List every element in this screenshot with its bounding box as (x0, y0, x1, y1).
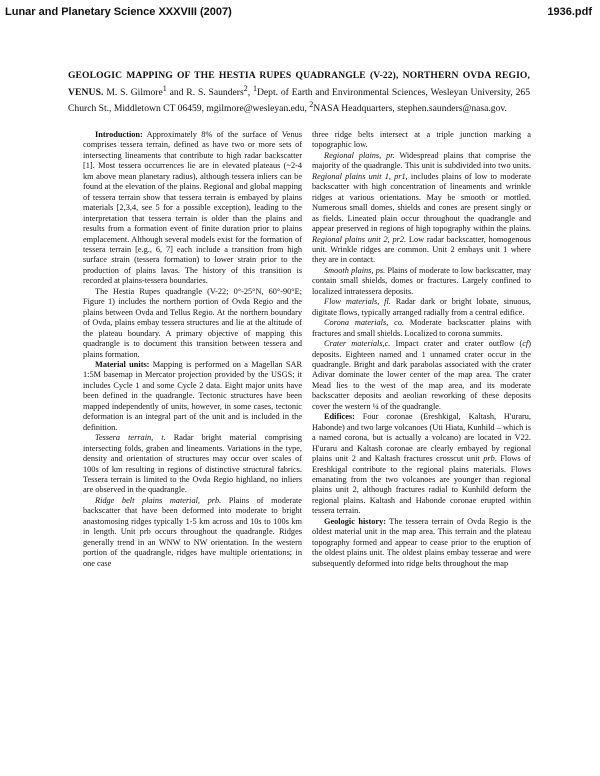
regional-plains-text-b: , includes plains of low to moderate backscatter with high concentration of lineaments and wrinkle ridges at various orientations. May be smooth or mottled. Numerous small domes, shields and cones are present singly or as fields. Lineated plain occur throughout the quadrangle and appear preserved in regions of high topography within the plains. (312, 171, 531, 234)
edifices-text-b: . Flows of Ereshkigal contribute to the regional plains materials. Flows emanating from the two volcanoes are younger than regional plains unit 2, although fractures radial to Kunhild deform the regional plains. Kaltash and Habonde coronae erupted within tessera terrain. (312, 454, 531, 516)
tessera-heading: Tessera terrain, t. (95, 433, 166, 443)
hestia-paragraph: The Hestia Rupes quadrangle (V-22; 0°-25°N, 60°-90°E; Figure 1) includes the northern portion of Ovda Regio and the plains between Ovda and Tellus Regio. At the northern boundary of Ovda, plains embay tessera structures and lie at the altitude of the plateau boundary. A primary objective of mapping this quadrangle is to document this transition between tessera and plains formation. (83, 286, 302, 359)
affiliation-1: Dept. of Earth and Environmental Sciences, Wesleyan University, 265 Church St., Middletown CT 06459, mgilmore@wesleyan.edu, (68, 86, 530, 115)
ridge-belt-text: Plains of moderate backscatter that have been deformed into moderate to bright anastomosing ridges typically 1-5 km across and 10s to 100s km in length. Unit prb occurs throughout the quadrangle. Ridges generally trend in an WNW to NW orientation. In the western portion of the quadrangle, ridges have multiple orientations; in one case (83, 495, 302, 568)
regional-plains-paragraph (312, 151, 531, 266)
right-column (312, 130, 531, 569)
tessera-paragraph (83, 433, 302, 496)
edifices-text-a: Four coronae (Ereshkigal, Kaltash, H'uraru, Habonde) and two large volcanoes (Uti Hiata, Kunhild – which is a named corona, but is actually a volcano) are located in V22. H'uraru and Kaltash coronae are clearly embayed by regional plains unit 2 and Kaltash fractures crosscut unit (312, 412, 531, 464)
edifices-heading: Edifices: (324, 412, 355, 422)
tessera-text: Radar bright material comprising intersecting folds, graben and lineaments. Variations in the type, density and orientation of structures may occur over scales of 100s of km resulting in regions of distinctive structural fabrics. Tessera terrain is limited to the Ovda Regio highland, no inliers are observed in the quadrangle. (83, 433, 302, 495)
author-sep: , (247, 86, 253, 98)
regional-plains-text-a: Widespread plains that comprise the majority of the quadrangle. This unit is subdivided into two units. (312, 150, 531, 171)
geologic-history-paragraph (312, 517, 531, 569)
author-1: M. S. Gilmore (103, 86, 163, 98)
intro-heading: Introduction: (95, 130, 143, 139)
smooth-plains-paragraph (312, 266, 531, 297)
crater-materials-text-b: ) deposits. Eighteen named and 1 unnamed crater occur in the quadrangle. Bright and dark parabolas associated with the crater Adivar dominate the lower center of the map area. The crater Mead lies to the west of the map area, and its moderate backscatter deposits and aeolian reworking of these deposits cover the western ¼ of the quadrangle. (312, 339, 531, 411)
corona-materials-heading: Corona materials, co. (324, 318, 405, 328)
title-block (68, 70, 530, 116)
author-1-sup: 1 (162, 83, 167, 93)
affiliation-2: NASA Headquarters, stephen.saunders@nasa.gov. (313, 103, 507, 115)
intro-text: Approximately 8% of the surface of Venus comprises tessera terrain, defined as have two or more sets of intersecting lineaments that contribute to high radar backscatter [1]. Most tessera occurrences lie are in elevated plateaus (~2-4 km above mean planetary radius), although tessera inliers can be found at the elevation of the plains. Regional and global mapping of tessera terrain show that tessera terrain is embayed by plains materials [2,3,4, see 5 for a possible exception), leading to the interpretation that tessera terrain is older than the plains and results from a formation event of finite duration prior to plains emplacement. Although several models exist for the formation of tessera terrain [e.g., 6, 7] each include a transition from high surface strain (tessera formation) to lower strain prior to the production of plains lavas. The history of this transition is recorded at plains-tessera boundaries. (83, 130, 302, 286)
edifices-prb: prb (483, 454, 495, 464)
material-units-text: Mapping is performed on a Magellan SAR 1:5M basemap in Mercator projection provided by the USGS; it includes Cycle 1 and some Cycle 2 data. Eight major units have been defined in the quadrangle. Tectonic structures have been mapped independently of units, however, in some cases, tectonic deformation is an integral part of the unit and is included in the definition. (83, 359, 302, 432)
crater-materials-text-a: Impact crater and crater outflow ( (390, 339, 523, 349)
crater-materials-heading: Crater materials,c. (324, 339, 391, 349)
corona-materials-text: Moderate backscatter plains with fractures and small shields. Localized to corona summits. (312, 318, 531, 338)
geologic-history-text: The tessera terrain of Ovda Regio is the oldest material unit in the map area. This terrain and the plateau topography formed and appear to cease prior to the eruption of the oldest plains unit. The oldest plains embay tesserae and were subsequently deformed into ridge belts throughout the map (312, 516, 532, 568)
smooth-plains-text: Plains of moderate to low backscatter, may contain small shields, domes or fractures. Largely confined to localized intratessera deposits. (312, 265, 531, 296)
geologic-history-heading: Geologic history: (324, 516, 386, 526)
ridge-belt-continued: three ridge belts intersect at a triple junction marking a topographic low. (312, 130, 531, 150)
crater-cf: cf (522, 339, 529, 349)
ridge-belt-heading: Ridge belt plains material, prb. (95, 495, 222, 505)
paper-title: GEOLOGIC MAPPING OF THE HESTIA RUPES QUADRANGLE (V-22), NORTHERN OVDA REGIO, VENUS. (68, 70, 530, 98)
corona-materials-paragraph (312, 318, 531, 339)
author-2: and R. S. Saunders (166, 86, 244, 98)
author-2-sup: 2 (243, 83, 248, 93)
conference-header: Lunar and Planetary Science XXXVIII (2007) (5, 6, 232, 18)
regional-plains-unit1: Regional plains unit 1, pr1 (312, 171, 406, 181)
intro-paragraph (83, 130, 302, 287)
edifices-paragraph (312, 412, 531, 517)
regional-plains-text-c: Low radar backscatter, homogenous unit. Wrinkle ridges are common. Unit 2 embays unit 1 where they are in contact. (312, 234, 531, 265)
regional-plains-unit2: Regional plains unit 2, pr2. (312, 234, 407, 244)
ridge-belt-paragraph (83, 496, 302, 569)
regional-plains-heading: Regional plains, pr. (324, 150, 395, 160)
left-column (83, 130, 302, 569)
flow-materials-text: Radar dark or bright lobate, sinuous, digitate flows, typically arranged radially from a central edifice. (312, 297, 531, 317)
affiliation-2-sup: 2 (309, 100, 314, 110)
material-units-paragraph (83, 360, 302, 433)
flow-materials-paragraph (312, 297, 531, 318)
affiliation-1-sup: 1 (252, 83, 257, 93)
smooth-plains-heading: Smooth plains, ps. (324, 265, 386, 275)
material-units-heading: Material units: (95, 359, 150, 369)
crater-materials-paragraph (312, 339, 531, 412)
file-id: 1936.pdf (547, 6, 592, 18)
flow-materials-heading: Flow materials, fl. (324, 297, 391, 307)
